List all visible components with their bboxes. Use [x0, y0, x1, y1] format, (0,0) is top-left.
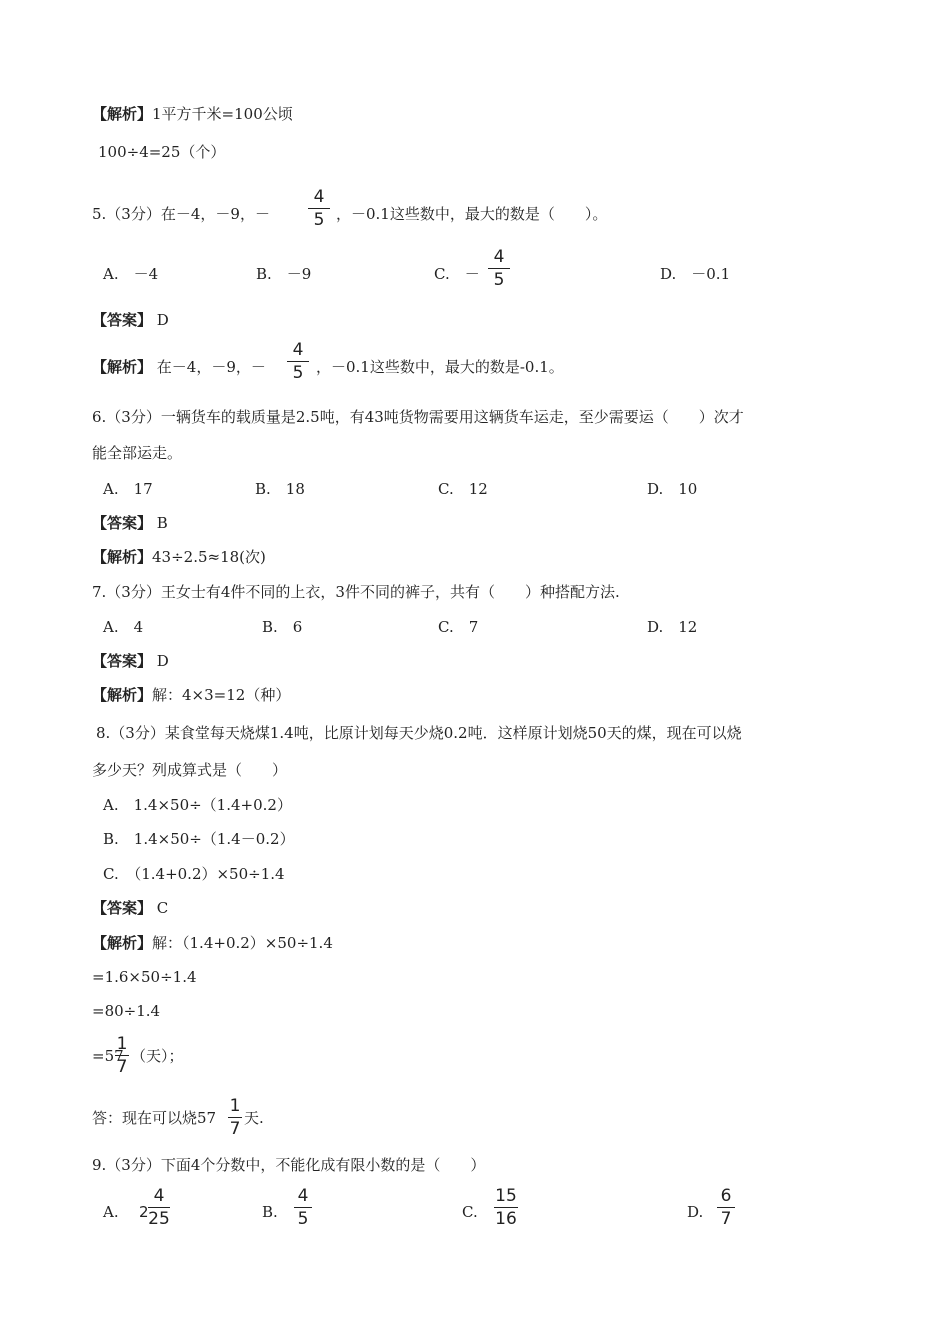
q6-answer: B — [156, 514, 168, 532]
q8-option-b[interactable]: B. 1.4×50÷（1.4－0.2） — [103, 830, 295, 848]
fraction-bar — [287, 361, 309, 362]
q6-analysis-text: 43÷2.5≈18(次) — [152, 548, 266, 566]
fraction-numerator: 4 — [153, 1186, 165, 1206]
q9-option-c-fraction — [494, 1186, 518, 1229]
q7-option-d[interactable]: D. 12 — [647, 618, 698, 636]
q6-option-a[interactable]: A. 17 — [103, 480, 153, 498]
q5-analysis-text: 在－4，－9，－ — [156, 358, 266, 376]
q8-option-c[interactable]: C. （1.4+0.2）×50÷1.4 — [103, 865, 285, 883]
fraction-numerator: 4 — [292, 340, 304, 360]
answer-label: 【答案】 — [92, 652, 153, 670]
answer-label: 【答案】 — [92, 899, 153, 917]
fraction-bar — [494, 1207, 518, 1208]
q8-analysis-line3: =80÷1.4 — [92, 1002, 161, 1020]
q7-stem: 7.（3分）王女士有4件不同的上衣，3件不同的裤子，共有（ ）种搭配方法. — [92, 583, 620, 601]
fraction-bar — [717, 1207, 735, 1208]
fraction-bar — [115, 1055, 129, 1056]
q9-option-d-label[interactable]: D. — [687, 1203, 704, 1221]
fraction-bar — [294, 1207, 312, 1208]
fraction-bar — [308, 208, 330, 209]
q5-answer-line — [92, 310, 169, 330]
analysis-label: 【解析】 — [92, 934, 153, 952]
q8-analysis-line1 — [92, 933, 333, 953]
q8-analysis-line2: =1.6×50÷1.4 — [92, 968, 197, 986]
q9-option-a-fraction — [148, 1186, 170, 1229]
fraction-denominator: 5 — [313, 210, 325, 230]
fraction-denominator: 5 — [493, 270, 505, 290]
q8-option-a[interactable]: A. 1.4×50÷（1.4+0.2） — [103, 796, 292, 814]
q8-analysis-text: 解：（1.4+0.2）×50÷1.4 — [152, 934, 333, 952]
q6-option-d[interactable]: D. 10 — [647, 480, 698, 498]
fraction-numerator: 4 — [297, 1186, 309, 1206]
analysis-label: 【解析】 — [92, 358, 153, 376]
fraction-denominator: 7 — [116, 1057, 128, 1077]
q6-option-b[interactable]: B. 18 — [255, 480, 305, 498]
q7-answer: D — [156, 652, 169, 670]
q4-analysis-line1 — [92, 104, 293, 124]
fraction-denominator: 5 — [292, 363, 304, 383]
q5-analysis-part2: ，－0.1这些数中，最大的数是-0.1。 — [316, 358, 564, 376]
q5-option-d[interactable]: D. －0.1 — [660, 265, 731, 283]
q9-stem: 9.（3分）下面4个分数中，不能化成有限小数的是（ ） — [92, 1156, 486, 1174]
q4-analysis-line2: 100÷4=25（个） — [98, 143, 226, 161]
q8-reply-part2: 天. — [244, 1109, 264, 1127]
q6-stem-line1: 6.（3分）一辆货车的载质量是2.5吨，有43吨货物需要用这辆货车运走，至少需要运（ ）次才 — [92, 408, 744, 426]
q8-answer: C — [156, 899, 169, 917]
q8-answer-line — [92, 898, 168, 918]
q7-option-c[interactable]: C. 7 — [438, 618, 479, 636]
q9-option-a-label[interactable]: A. — [103, 1203, 119, 1221]
fraction-denominator: 16 — [495, 1209, 517, 1229]
q9-option-b-fraction — [294, 1186, 312, 1229]
fraction-numerator: 1 — [229, 1096, 241, 1116]
q8-stem-line1: 8.（3分）某食堂每天烧煤1.4吨，比原计划每天少烧0.2吨．这样原计划烧50天的煤，现在可以烧 — [96, 724, 742, 742]
analysis-label: 【解析】 — [92, 105, 153, 123]
fraction-numerator: 4 — [313, 187, 325, 207]
q7-option-a[interactable]: A. 4 — [103, 618, 144, 636]
q6-stem-line2: 能全部运走。 — [92, 444, 183, 462]
answer-label: 【答案】 — [92, 311, 153, 329]
fraction-numerator: 15 — [495, 1186, 517, 1206]
fraction-denominator: 25 — [148, 1209, 170, 1229]
q5-option-b[interactable]: B. －9 — [256, 265, 312, 283]
q5-option-c[interactable]: C. － — [434, 265, 480, 283]
q7-answer-line — [92, 651, 169, 671]
q8-reply-part1: 答：现在可以烧57 — [92, 1109, 217, 1127]
q5-option-c-fraction — [488, 247, 510, 290]
q4-analysis-text: 1平方千米=100公顷 — [152, 105, 293, 123]
analysis-label: 【解析】 — [92, 686, 153, 704]
q8-stem-line2: 多少天？列成算式是（ ） — [92, 761, 288, 779]
q8-analysis-line4-unit: （天）； — [131, 1047, 184, 1065]
q5-analysis-part1 — [92, 357, 266, 377]
q9-option-c-label[interactable]: C. — [462, 1203, 478, 1221]
q5-stem-part1: 5.（3分）在－4，－9，－ — [92, 205, 270, 223]
fraction-bar — [228, 1117, 242, 1118]
q5-answer: D — [156, 311, 169, 329]
fraction-numerator: 1 — [116, 1034, 128, 1054]
q7-analysis-text: 解：4×3=12（种） — [152, 686, 291, 704]
fraction-bar — [148, 1207, 170, 1208]
fraction-numerator: 6 — [720, 1186, 732, 1206]
analysis-label: 【解析】 — [92, 548, 153, 566]
q6-option-c[interactable]: C. 12 — [438, 480, 488, 498]
q5-stem-part2: ，－0.1这些数中，最大的数是（ ）。 — [336, 205, 608, 223]
q6-analysis-line — [92, 547, 266, 567]
q5-analysis-fraction — [287, 340, 309, 383]
q6-answer-line — [92, 513, 168, 533]
q9-option-b-label[interactable]: B. — [262, 1203, 278, 1221]
q8-analysis-fraction — [115, 1034, 129, 1077]
q5-option-a[interactable]: A. －4 — [103, 265, 159, 283]
fraction-denominator: 7 — [229, 1119, 241, 1139]
q9-option-a-whole: 2 — [139, 1203, 149, 1221]
fraction-numerator: 4 — [493, 247, 505, 267]
q9-option-d-fraction — [717, 1186, 735, 1229]
q5-stem-fraction — [308, 187, 330, 230]
fraction-denominator: 5 — [297, 1209, 309, 1229]
answer-label: 【答案】 — [92, 514, 153, 532]
q8-reply-fraction — [228, 1096, 242, 1139]
q8-analysis-line4-whole: =57 — [92, 1047, 124, 1065]
q7-option-b[interactable]: B. 6 — [262, 618, 303, 636]
fraction-bar — [488, 268, 510, 269]
fraction-denominator: 7 — [720, 1209, 732, 1229]
q7-analysis-line — [92, 685, 290, 705]
